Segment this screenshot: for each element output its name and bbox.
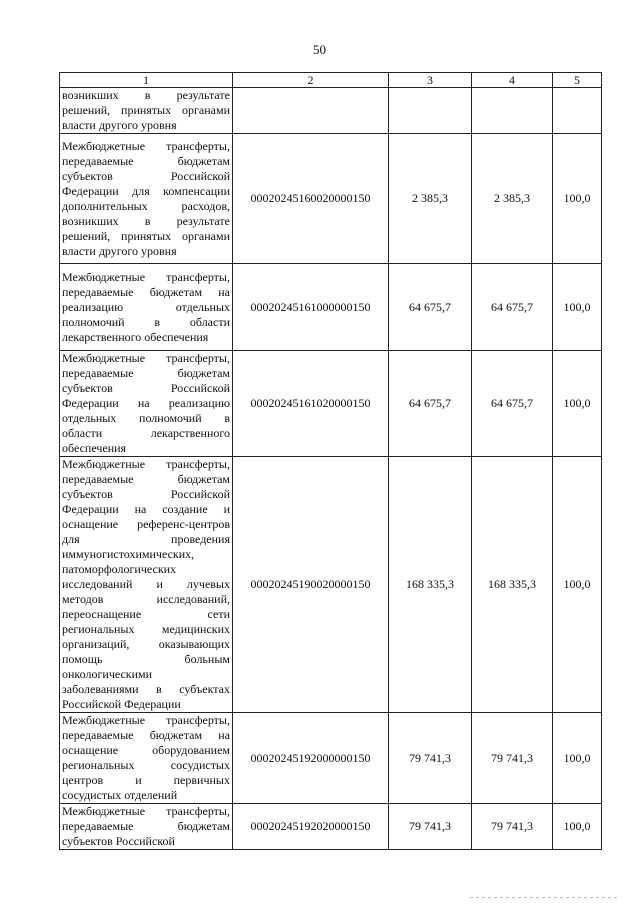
page-number: 50: [313, 42, 326, 57]
row-col3-cell: 64 675,7: [389, 351, 472, 457]
row-code-cell: 00020245161020000150: [233, 351, 389, 457]
row-col3-cell: 2 385,3: [389, 134, 472, 264]
row-name-cell: Межбюджетные трансферты, передаваемые бюджетам на реализацию отдельных полномочий в области лекарственного обеспечения: [60, 264, 233, 351]
budget-table: [59, 72, 602, 850]
table-row: [60, 804, 602, 850]
row-col5-cell: [553, 88, 602, 134]
row-col5-cell: 100,0: [553, 264, 602, 351]
row-name-cell: Межбюджетные трансферты, передаваемые бюджетам субъектов Российской Федерации на создание и оснащение референс-центров для проведения иммуногистохимических, патоморфологических исследований и лучевых методов исследований, переоснащение сети региональных медицинских организаций, оказывающих помощь больным онкологическими заболеваниями в субъектах Российской Федерации: [60, 457, 233, 713]
row-col4-cell: 79 741,3: [472, 713, 553, 804]
column-header-4: 4: [472, 73, 553, 88]
table-row: [60, 264, 602, 351]
row-code-cell: 00020245190020000150: [233, 457, 389, 713]
row-col5-cell: 100,0: [553, 713, 602, 804]
column-header-1: 1: [60, 73, 233, 88]
row-col5-cell: 100,0: [553, 457, 602, 713]
row-code-cell: 00020245192020000150: [233, 804, 389, 850]
row-code-cell: 00020245161000000150: [233, 264, 389, 351]
row-col3-cell: 79 741,3: [389, 713, 472, 804]
row-col4-cell: 64 675,7: [472, 351, 553, 457]
scan-artifact-line: [470, 897, 620, 898]
row-col3-cell: 168 335,3: [389, 457, 472, 713]
table-header-row: [60, 73, 602, 88]
row-col3-cell: [389, 88, 472, 134]
row-col4-cell: 79 741,3: [472, 804, 553, 850]
row-name-cell: Межбюджетные трансферты, передаваемые бюджетам субъектов Российской Федерации на реализацию отдельных полномочий в области лекарственного обеспечения: [60, 351, 233, 457]
row-name-cell: возникших в результате решений, принятых органами власти другого уровня: [60, 88, 233, 134]
table-row: [60, 351, 602, 457]
table-row: [60, 88, 602, 134]
row-col3-cell: 79 741,3: [389, 804, 472, 850]
row-code-cell: [233, 88, 389, 134]
table-row: [60, 457, 602, 713]
row-col3-cell: 64 675,7: [389, 264, 472, 351]
row-name-cell: Межбюджетные трансферты, передаваемые бюджетам на оснащение оборудованием региональных сосудистых центров и первичных сосудистых отделений: [60, 713, 233, 804]
row-name-cell: Межбюджетные трансферты, передаваемые бюджетам субъектов Российской Федерации для компенсации дополнительных расходов, возникших в результате решений, принятых органами власти другого уровня: [60, 134, 233, 264]
row-col5-cell: 100,0: [553, 134, 602, 264]
row-col4-cell: 64 675,7: [472, 264, 553, 351]
row-col5-cell: 100,0: [553, 351, 602, 457]
row-col5-cell: 100,0: [553, 804, 602, 850]
row-code-cell: 00020245192000000150: [233, 713, 389, 804]
column-header-3: 3: [389, 73, 472, 88]
table-row: [60, 713, 602, 804]
row-col4-cell: 168 335,3: [472, 457, 553, 713]
row-code-cell: 00020245160020000150: [233, 134, 389, 264]
table-row: [60, 134, 602, 264]
column-header-5: 5: [553, 73, 602, 88]
column-header-2: 2: [233, 73, 389, 88]
row-name-cell: Межбюджетные трансферты, передаваемые бюджетам субъектов Российской: [60, 804, 233, 850]
row-col4-cell: 2 385,3: [472, 134, 553, 264]
row-col4-cell: [472, 88, 553, 134]
